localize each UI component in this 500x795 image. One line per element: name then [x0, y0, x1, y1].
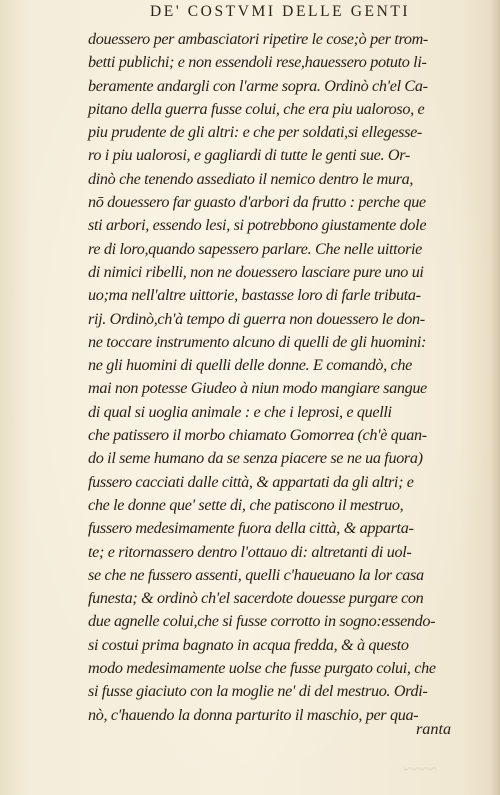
- text-line: ne toccare instrumento alcuno di quelli de gli huomini:: [88, 332, 427, 351]
- text-line: re di loro,quando sapessero parlare. Che nelle uittorie: [88, 239, 422, 258]
- text-line: beramente andargli con l'arme sopra. Ordinò ch'el Ca-: [88, 76, 428, 95]
- show-through-ink: ~~~~: [404, 762, 437, 778]
- text-line: si costui prima bagnato in acqua fredda, & à questo: [88, 635, 409, 654]
- text-line: uo;ma nell'altre uittorie, bastasse loro di farle tributa-: [88, 286, 421, 305]
- running-head: DE' COSTVMI DELLE GENTI: [150, 3, 411, 20]
- text-line: sti arbori, essendo lesi, si potrebbono giustamente dole: [88, 216, 427, 235]
- body-text: [88, 28, 474, 727]
- text-line: betti publichi; e non essendoli rese,hauessero potuto li-: [88, 53, 427, 72]
- text-line: che patissero il morbo chiamato Gomorrea (ch'è quan-: [88, 426, 427, 445]
- text-line: ne gli huomini di quelli delle donne. E comandò, che: [88, 356, 412, 375]
- catchword: ranta: [416, 720, 452, 738]
- text-line: fussero medesimamente fuora della città, & apparta-: [88, 519, 414, 538]
- text-line: nò, c'hauendo la donna parturito il maschio, per qua-: [88, 705, 419, 724]
- text-line: di qual si uoglia animale : e che i leprosi, e quelli: [88, 402, 392, 421]
- text-line: te; e ritornassero dentro l'ottauo di: altretanti di uol-: [88, 542, 412, 561]
- text-line: se che ne fussero assenti, quelli c'haueuano la lor casa: [88, 565, 424, 584]
- text-line: modo medesimamente uolse che fusse purgato colui, che: [88, 659, 436, 678]
- text-line: mai non potesse Giudeo à niun modo mangiare sangue: [88, 379, 427, 398]
- text-line: funesta; & ordinò ch'el sacerdote douesse purgare con: [88, 589, 424, 608]
- text-line: si fusse giaciuto con la moglie ne' di del mestruo. Ordi-: [88, 682, 428, 701]
- text-line: rij. Ordinò,ch'à tempo di guerra non douessero le don-: [88, 309, 425, 328]
- page-edge-shadow: [490, 0, 500, 795]
- text-line: pitano della guerra fusse colui, che era piu ualoroso, e: [88, 99, 425, 118]
- text-line: fussero cacciati dalle città, & appartati da gli altri; e: [88, 472, 414, 491]
- text-line: nō douessero far guasto d'arbori da frutto : perche que: [88, 193, 426, 212]
- text-line: di nimici ribelli, non ne douessero lasciare pure uno ui: [88, 262, 424, 281]
- text-line: due agnelle colui,che si fusse corrotto in sogno:essendo-: [88, 612, 436, 631]
- text-line: ro i piu ualorosi, e gagliardi di tutte le genti sue. Or-: [88, 146, 410, 165]
- text-line: piu prudente de gli altri: e che per soldati,si ellegesse-: [88, 123, 422, 142]
- text-line: do il seme humano da se senza piacere se ne ua fuora): [88, 449, 423, 468]
- text-line: che le donne que' sette di, che patiscono il mestruo,: [88, 495, 404, 514]
- text-line: douessero per ambasciatori ripetire le cose;ò per trom-: [88, 30, 428, 48]
- text-line: dinò che tenendo assediato il nemico dentro le mura,: [88, 169, 414, 188]
